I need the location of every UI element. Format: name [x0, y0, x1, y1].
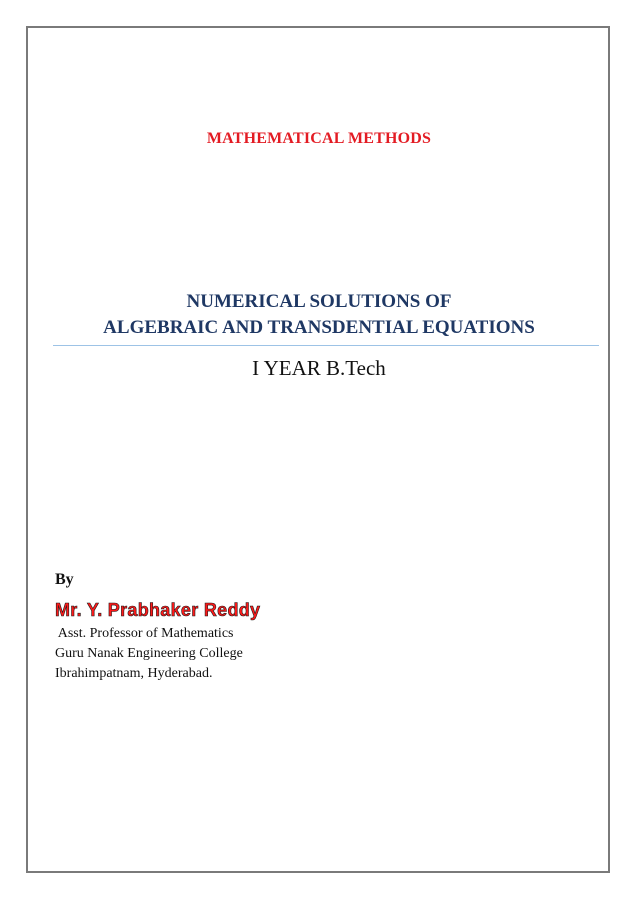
author-institution: Guru Nanak Engineering College [55, 646, 243, 661]
by-label: By [55, 571, 74, 588]
page-border [26, 26, 610, 873]
document-title [0, 289, 638, 341]
author-name: Mr. Y. Prabhaker Reddy [55, 600, 261, 620]
subject-title: MATHEMATICAL METHODS [206, 130, 432, 147]
title-divider [53, 345, 599, 346]
title-line-2: ALGEBRAIC AND TRANSDENTIAL EQUATIONS [103, 317, 535, 338]
audience-line: I YEAR B.Tech [252, 356, 386, 380]
author-affiliation [55, 624, 243, 684]
author-location: Ibrahimpatnam, Hyderabad. [55, 666, 213, 681]
author-position: Asst. Professor of Mathematics [55, 626, 234, 641]
title-line-1: NUMERICAL SOLUTIONS OF [186, 291, 452, 312]
